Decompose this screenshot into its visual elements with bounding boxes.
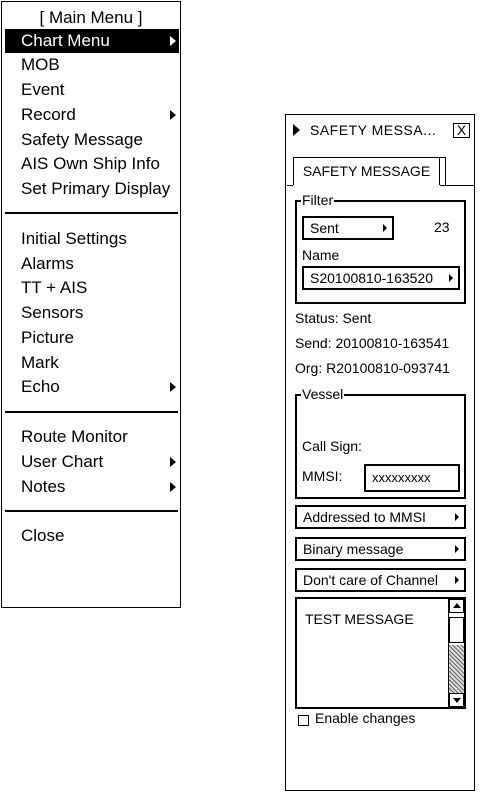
menu-item-chart-menu[interactable] [5,29,179,53]
submenu-arrow-icon [170,382,176,392]
dropdown-arrow-icon [455,513,459,521]
filter-type-select[interactable] [302,216,394,240]
menu-item-label: Set Primary Display [21,179,171,198]
name-label: Name [302,247,340,263]
name-value: S20100810-163520 [310,270,434,286]
dropdown-arrow-icon [383,224,387,232]
menu-item-event[interactable] [5,78,179,102]
menu-item-label: Event [21,80,65,99]
status-text: Status: Sent [295,310,372,326]
message-text: TEST MESSAGE [305,611,414,627]
menu-item-ais-own-ship-info[interactable] [5,152,179,176]
org-text: Org: R20100810-093741 [295,360,450,376]
menu-item-label: MOB [21,55,60,74]
scroll-down-icon[interactable] [449,693,464,707]
menu-item-label: Mark [21,353,59,372]
menu-item-mob[interactable] [5,53,179,77]
main-menu [1,1,181,608]
binary-message-label: Binary message [303,541,404,557]
mmsi-input[interactable] [364,464,460,492]
dropdown-arrow-icon [449,274,453,282]
menu-item-label: Alarms [21,254,74,273]
close-button[interactable]: X [453,123,470,138]
safety-message-dialog [285,114,475,791]
submenu-arrow-icon [170,457,176,467]
scroll-thumb[interactable] [449,617,464,643]
menu-item-close[interactable] [5,524,179,548]
call-sign-label: Call Sign: [302,438,362,454]
vessel-group-label: Vessel [302,386,344,402]
tab-safety-message[interactable]: SAFETY MESSAGE [293,157,440,185]
tab-baseline [440,185,475,186]
binary-message-button[interactable] [295,537,466,561]
addressed-to-mmsi-label: Addressed to MMSI [303,509,426,525]
menu-item-label: Safety Message [21,130,143,149]
menu-item-safety-message[interactable] [5,128,179,152]
menu-item-label: Sensors [21,303,84,322]
tab-baseline [287,185,293,186]
menu-item-tt-ais[interactable] [5,276,179,300]
dropdown-arrow-icon [455,576,459,584]
message-scrollbar[interactable] [448,599,464,707]
menu-separator [5,411,178,413]
menu-item-picture[interactable] [5,326,179,350]
send-text: Send: 20100810-163541 [295,335,450,351]
menu-item-label: AIS Own Ship Info [21,154,160,173]
dialog-title: SAFETY MESSA... [310,122,437,138]
menu-item-route-monitor[interactable] [5,425,179,449]
menu-item-notes[interactable] [5,475,179,499]
dialog-triangle-icon [293,124,300,136]
mmsi-value: xxxxxxxxx [372,470,431,485]
enable-changes-label: Enable changes [315,710,416,726]
filter-group-label: Filter [302,192,334,208]
scroll-track[interactable] [449,645,464,693]
menu-item-label: Initial Settings [21,229,127,248]
menu-item-label: Chart Menu [21,31,110,50]
menu-item-label: TT + AIS [21,278,88,297]
menu-item-label: User Chart [21,452,104,471]
mmsi-label: MMSI: [302,468,343,484]
scroll-up-icon[interactable] [449,599,464,613]
filter-type-value: Sent [310,220,339,236]
menu-item-echo[interactable] [5,375,179,399]
menu-item-mark[interactable] [5,351,179,375]
channel-label: Don't care of Channel [303,572,438,588]
menu-item-initial-settings[interactable] [5,227,179,251]
menu-item-set-primary-display[interactable] [5,177,179,201]
filter-count: 23 [434,219,450,235]
submenu-arrow-icon [170,110,176,120]
main-menu-title: [ Main Menu ] [39,8,143,27]
name-select[interactable] [302,266,460,290]
vessel-group [295,386,466,499]
enable-changes-checkbox[interactable] [298,715,309,726]
message-textarea[interactable] [295,597,466,709]
channel-button[interactable] [295,568,466,592]
menu-item-label: Close [21,526,65,545]
menu-item-record[interactable] [5,103,179,127]
filter-group [295,192,466,304]
menu-item-user-chart[interactable] [5,450,179,474]
menu-item-sensors[interactable] [5,301,179,325]
menu-item-label: Echo [21,377,60,396]
submenu-arrow-icon [170,482,176,492]
menu-item-alarms[interactable] [5,252,179,276]
menu-item-label: Route Monitor [21,427,128,446]
dropdown-arrow-icon [455,545,459,553]
menu-separator [5,510,178,512]
tab-corner [440,157,446,185]
menu-item-label: Notes [21,477,66,496]
addressed-to-mmsi-button[interactable] [295,505,466,529]
submenu-arrow-icon [170,36,176,46]
menu-item-label: Record [21,105,76,124]
menu-separator [5,212,178,214]
menu-item-label: Picture [21,328,74,347]
